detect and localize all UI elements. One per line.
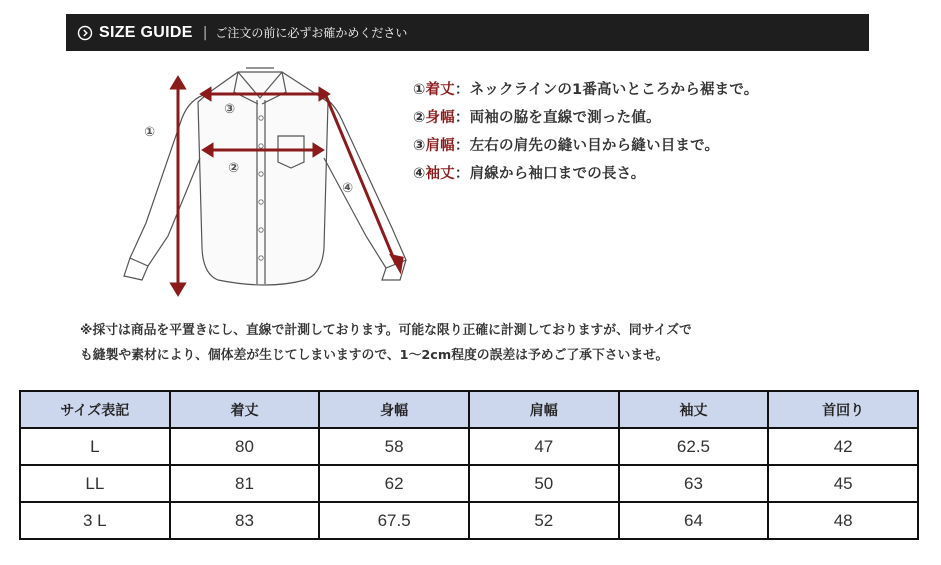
marker-4: ④ bbox=[342, 181, 354, 196]
column-header: サイズ表記 bbox=[20, 391, 170, 428]
size-table bbox=[19, 390, 919, 540]
table-row bbox=[20, 465, 918, 502]
table-cell: 45 bbox=[768, 465, 918, 502]
circle-chevron-right-icon bbox=[77, 25, 93, 41]
column-header: 着丈 bbox=[170, 391, 320, 428]
legend-row: ①着丈：ネックラインの1番高いところから裾まで。 bbox=[413, 82, 759, 98]
size-guide-header bbox=[66, 14, 869, 51]
header-separator: | bbox=[202, 24, 208, 41]
table-cell: 58 bbox=[319, 428, 469, 465]
column-header: 袖丈 bbox=[619, 391, 769, 428]
table-cell: 64 bbox=[619, 502, 769, 539]
shirt-diagram bbox=[110, 58, 420, 308]
table-cell: 83 bbox=[170, 502, 320, 539]
table-cell: LL bbox=[20, 465, 170, 502]
marker-3: ③ bbox=[224, 102, 236, 117]
table-header-row bbox=[20, 391, 918, 428]
note-line-2: も縫製や素材により、個体差が生じてしまいますので、1〜2cm程度の誤差は予めご了承下さいませ。 bbox=[80, 348, 669, 363]
table-cell: 48 bbox=[768, 502, 918, 539]
table-cell: L bbox=[20, 428, 170, 465]
table-row bbox=[20, 428, 918, 465]
table-cell: 52 bbox=[469, 502, 619, 539]
table-cell: 42 bbox=[768, 428, 918, 465]
table-cell: 63 bbox=[619, 465, 769, 502]
table-cell: 62 bbox=[319, 465, 469, 502]
table-cell: 62.5 bbox=[619, 428, 769, 465]
table-cell: 67.5 bbox=[319, 502, 469, 539]
legend-row: ④袖丈：肩線から袖口までの長さ。 bbox=[413, 166, 646, 182]
marker-2: ② bbox=[228, 161, 240, 176]
column-header: 肩幅 bbox=[469, 391, 619, 428]
header-title: SIZE GUIDE bbox=[99, 23, 193, 41]
legend-row: ②身幅：両袖の脇を直線で測った値。 bbox=[413, 110, 661, 126]
table-cell: 3 L bbox=[20, 502, 170, 539]
header-subtitle: ご注文の前に必ずお確かめください bbox=[215, 26, 408, 40]
measurement-legend bbox=[413, 78, 758, 190]
table-cell: 81 bbox=[170, 465, 320, 502]
table-row bbox=[20, 502, 918, 539]
table-cell: 50 bbox=[469, 465, 619, 502]
table-cell: 80 bbox=[170, 428, 320, 465]
measurement-note bbox=[80, 318, 692, 368]
table-cell: 47 bbox=[469, 428, 619, 465]
column-header: 身幅 bbox=[319, 391, 469, 428]
column-header: 首回り bbox=[768, 391, 918, 428]
marker-1: ① bbox=[144, 125, 156, 140]
note-line-1: ※採寸は商品を平置きにし、直線で計測しております。可能な限り正確に計測しておりますが、同サイズで bbox=[80, 323, 692, 338]
legend-row: ③肩幅：左右の肩先の縫い目から縫い目まで。 bbox=[413, 138, 720, 154]
